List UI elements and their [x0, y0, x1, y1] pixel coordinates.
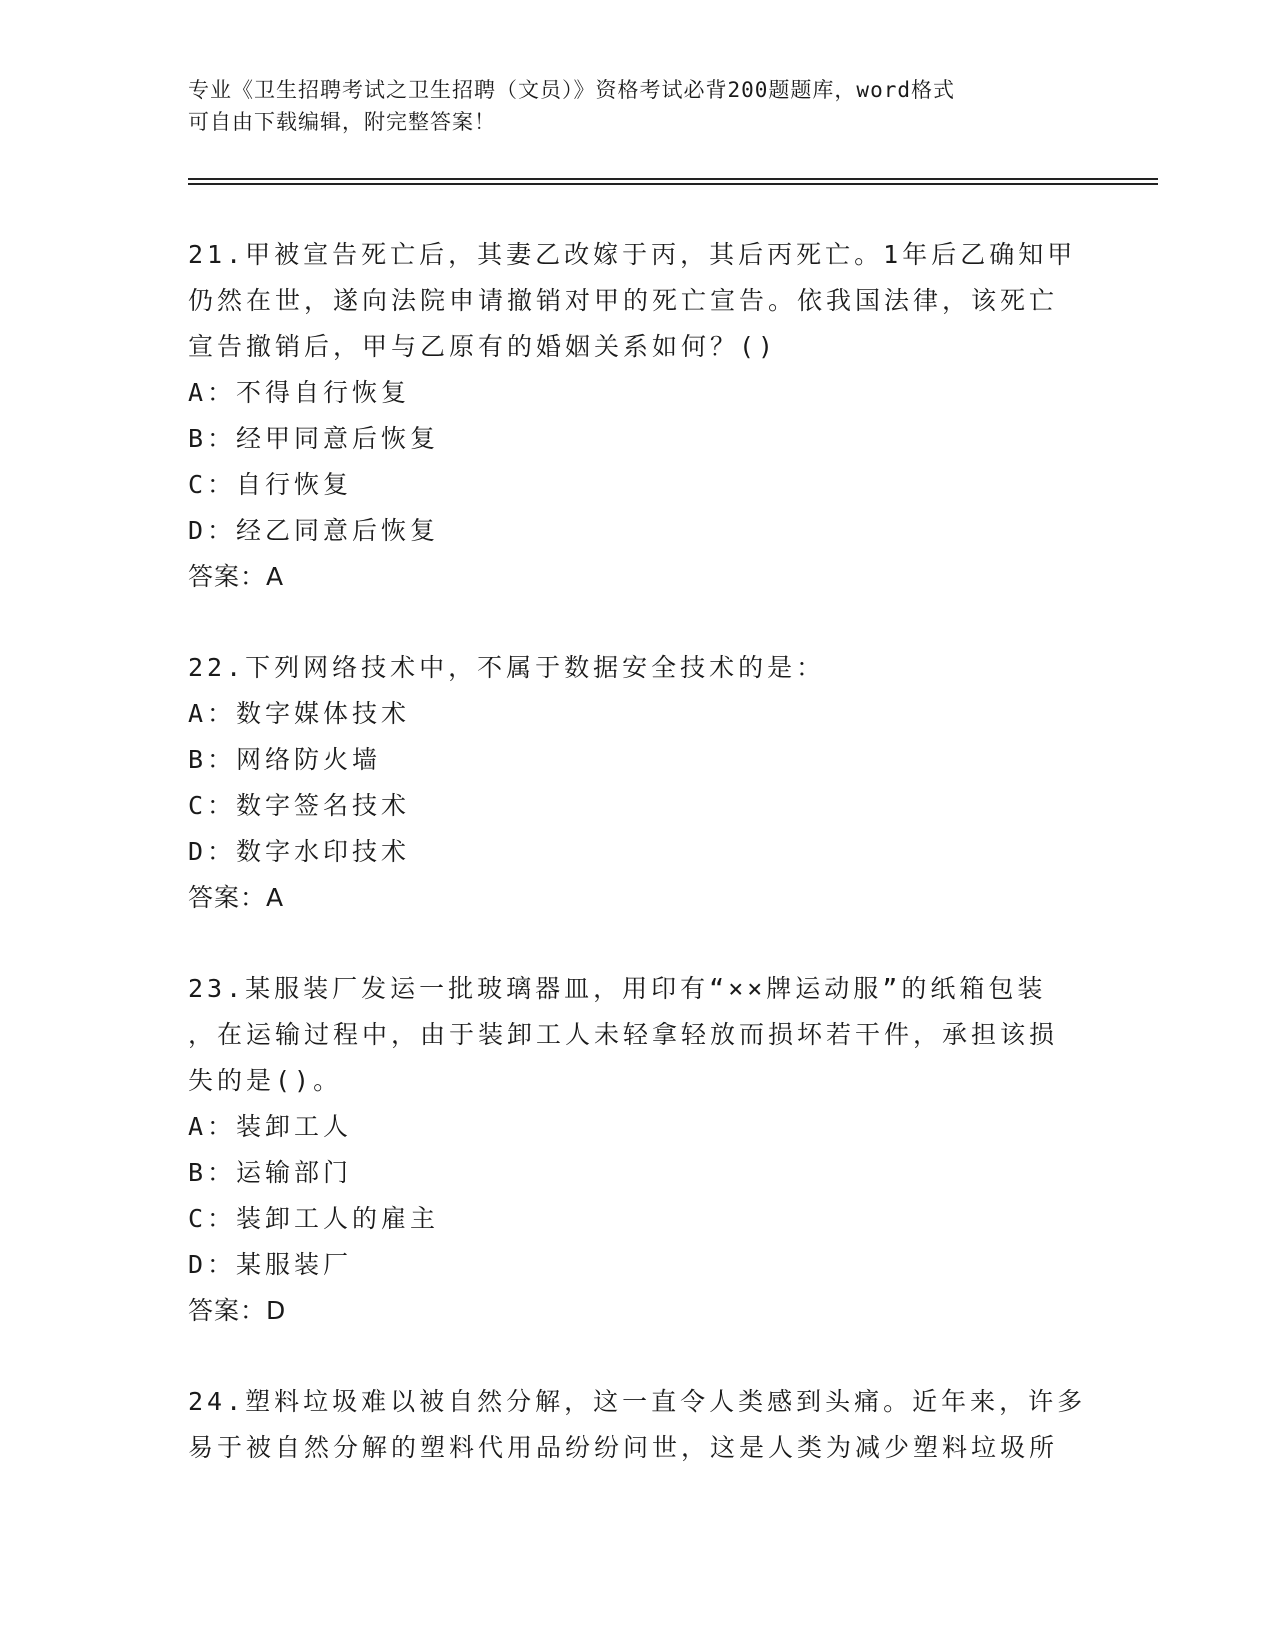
question-23 [188, 966, 1088, 1334]
option-c: C：自行恢复 [188, 470, 353, 499]
question-22 [188, 645, 1088, 921]
option-a: A：数字媒体技术 [188, 699, 411, 728]
question-stem-line: 失的是()。 [188, 1066, 343, 1095]
option-d: D：某服装厂 [188, 1250, 353, 1279]
question-stem-line: 22.下列网络技术中，不属于数据安全技术的是： [188, 653, 826, 682]
header-line-1: 专业《卫生招聘考试之卫生招聘（文员）》资格考试必背200题题库，word格式 [188, 78, 955, 102]
option-a: A：装卸工人 [188, 1112, 353, 1141]
option-a: A：不得自行恢复 [188, 378, 411, 407]
question-21 [188, 232, 1088, 600]
question-stem-line: 宣告撤销后，甲与乙原有的婚姻关系如何？() [188, 332, 778, 361]
option-b: B：运输部门 [188, 1158, 353, 1187]
answer: 答案：A [188, 562, 285, 591]
option-b: B：经甲同意后恢复 [188, 424, 440, 453]
document-header [188, 74, 1088, 138]
header-divider-bottom [188, 183, 1158, 185]
question-stem-line: 23.某服装厂发运一批玻璃器皿，用印有“××牌运动服”的纸箱包装 [188, 974, 1047, 1003]
option-c: C：数字签名技术 [188, 791, 411, 820]
option-c: C：装卸工人的雇主 [188, 1204, 440, 1233]
question-stem-line: ，在运输过程中，由于装卸工人未轻拿轻放而损坏若干件，承担该损 [188, 1020, 1059, 1049]
option-b: B：网络防火墙 [188, 745, 382, 774]
question-stem-line: 21.甲被宣告死亡后，其妻乙改嫁于丙，其后丙死亡。1年后乙确知甲 [188, 240, 1077, 269]
option-d: D：数字水印技术 [188, 837, 411, 866]
option-d: D：经乙同意后恢复 [188, 516, 440, 545]
answer: 答案：D [188, 1296, 287, 1325]
question-stem-line: 仍然在世，遂向法院申请撤销对甲的死亡宣告。依我国法律，该死亡 [188, 286, 1059, 315]
question-stem-line: 易于被自然分解的塑料代用品纷纷问世，这是人类为减少塑料垃圾所 [188, 1433, 1059, 1462]
question-stem-line: 24.塑料垃圾难以被自然分解，这一直令人类感到头痛。近年来，许多 [188, 1387, 1087, 1416]
header-line-2: 可自由下载编辑，附完整答案！ [188, 110, 496, 134]
answer: 答案：A [188, 883, 285, 912]
header-divider-top [188, 178, 1158, 180]
question-24 [188, 1379, 1088, 1471]
question-list [188, 232, 1088, 1516]
